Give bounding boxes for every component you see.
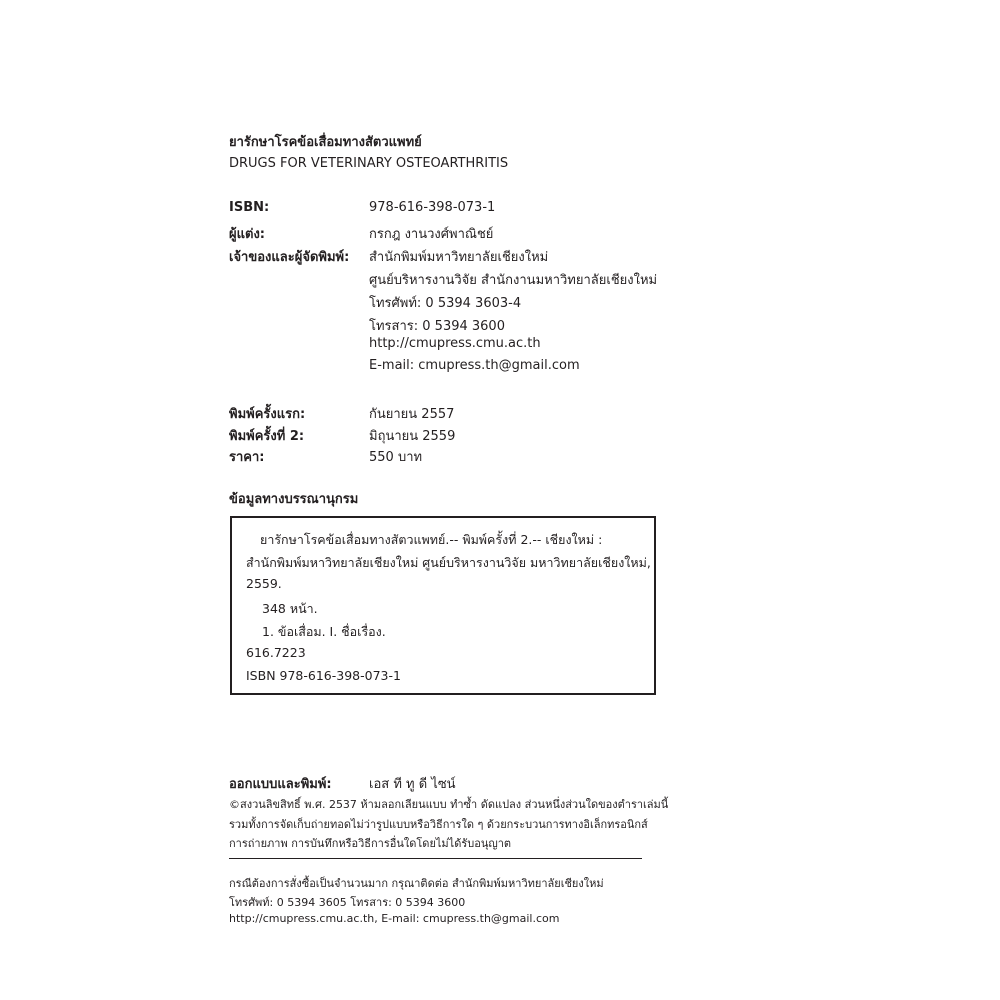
catalog-line: 616.7223 (246, 645, 306, 660)
first-printing-value: กันยายน 2557 (369, 407, 455, 422)
copyright-line: รวมทั้งการจัดเก็บถ่ายทอดไม่ว่ารูปแบบหรือวิธีการใด ๆ ด้วยกระบวนการทางอิเล็กทรอนิกส์ (229, 818, 648, 831)
publisher-phone: โทรศัพท์: 0 5394 3603-4 (369, 296, 522, 311)
isbn-label: ISBN: (229, 200, 270, 215)
catalog-line: สำนักพิมพ์มหาวิทยาลัยเชียงใหม่ ศูนย์บริหารงานวิจัย มหาวิทยาลัยเชียงใหม่, (246, 555, 651, 570)
publisher-name: สำนักพิมพ์มหาวิทยาลัยเชียงใหม่ (369, 250, 549, 265)
second-printing-value: มิถุนายน 2559 (369, 429, 456, 444)
book-title-thai: ยารักษาโรคข้อเสื่อมทางสัตวแพทย์ (229, 135, 422, 150)
catalog-line: ISBN 978-616-398-073-1 (246, 668, 401, 683)
catalog-line: 348 หน้า. (262, 601, 318, 616)
order-line: กรณีต้องการสั่งซื้อเป็นจำนวนมาก กรุณาติดต่อ สำนักพิมพ์มหาวิทยาลัยเชียงใหม่ (229, 877, 604, 890)
design-print-row (229, 773, 649, 791)
publisher-fax: โทรสาร: 0 5394 3600 (369, 319, 505, 334)
catalog-line: ยารักษาโรคข้อเสื่อมทางสัตวแพทย์.-- พิมพ์ครั้งที่ 2.-- เชียงใหม่ : (260, 532, 603, 547)
price-label: ราคา: (229, 450, 265, 465)
catalog-heading: ข้อมูลทางบรรณานุกรม (229, 492, 359, 507)
publisher-email: E-mail: cmupress.th@gmail.com (369, 358, 580, 373)
catalog-line: 1. ข้อเสื่อม. I. ชื่อเรื่อง. (262, 624, 386, 639)
order-line: โทรศัพท์: 0 5394 3605 โทรสาร: 0 5394 3600 (229, 896, 466, 909)
catalog-record-box (230, 516, 656, 695)
author-label: ผู้แต่ง: (229, 227, 265, 242)
copyright-line: การถ่ายภาพ การบันทึกหรือวิธีการอื่นใดโดยไม่ได้รับอนุญาต (229, 837, 512, 850)
publisher-website: http://cmupress.cmu.ac.th (369, 336, 541, 351)
isbn-value: 978-616-398-073-1 (369, 200, 496, 215)
publisher-label: เจ้าของและผู้จัดพิมพ์: (229, 250, 350, 265)
first-printing-label: พิมพ์ครั้งแรก: (229, 407, 306, 422)
second-printing-label: พิมพ์ครั้งที่ 2: (229, 429, 305, 444)
design-print-label: ออกแบบและพิมพ์: (229, 777, 332, 792)
book-title-english: DRUGS FOR VETERINARY OSTEOARTHRITIS (229, 156, 509, 171)
copyright-line: ©สงวนลิขสิทธิ์ พ.ศ. 2537 ห้ามลอกเลียนแบบ ทำซ้ำ ดัดแปลง ส่วนหนึ่งส่วนใดของตำราเล่มนี้ (229, 798, 669, 811)
publisher-unit: ศูนย์บริหารงานวิจัย สำนักงานมหาวิทยาลัยเชียงใหม่ (369, 273, 658, 288)
order-line: http://cmupress.cmu.ac.th, E-mail: cmupress.th@gmail.com (229, 912, 560, 925)
catalog-line: 2559. (246, 576, 282, 591)
design-print-value: เอส ที ทู ดี ไซน์ (369, 777, 456, 792)
author-value: กรกฎ งานวงศ์พาณิชย์ (369, 227, 494, 242)
section-divider (229, 858, 642, 859)
price-value: 550 บาท (369, 450, 423, 465)
